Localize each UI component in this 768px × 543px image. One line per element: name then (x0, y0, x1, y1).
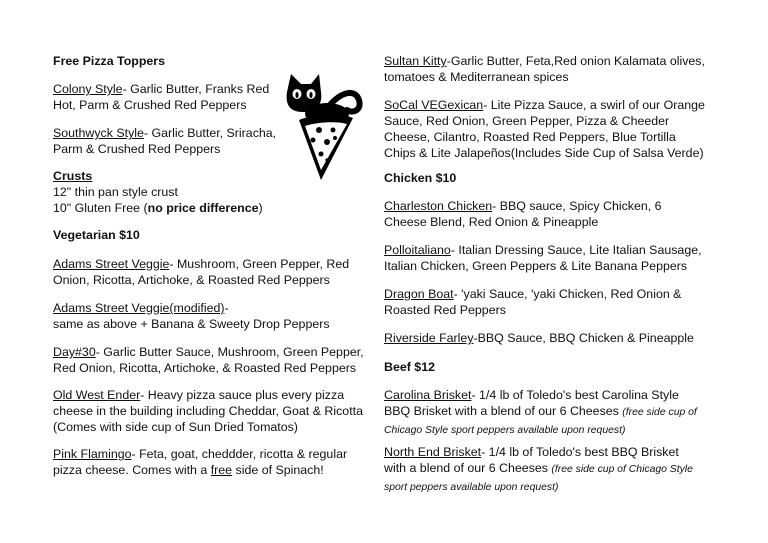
item-name: Pink Flamingo (53, 447, 132, 461)
item-note: (free side cup of Chicago Style (551, 464, 693, 475)
item-desc: same as above + Banana & Sweety Drop Peppers (53, 317, 330, 331)
carolina-brisket-item (384, 387, 697, 439)
item-name: SoCal VEGexican (384, 98, 484, 112)
southwyck-style-item (53, 125, 276, 157)
day30-item (53, 344, 364, 376)
item-desc: - Garlic Butter Sauce, Mushroom, Green Pepper, (95, 345, 364, 359)
item-desc: Sauce, Red Onion, Green Pepper, Pizza & Cheeder (384, 114, 670, 128)
item-name: Carolina Brisket (384, 388, 472, 402)
item-note: (free side cup of (622, 407, 697, 418)
item-desc: Hot, Parm & Crushed Red Peppers (53, 98, 247, 112)
item-desc: with a blend of our 6 Cheeses (384, 461, 552, 475)
item-desc: - Garlic Butter, Franks Red (122, 82, 270, 96)
riverside-farley-item (384, 330, 694, 346)
north-end-brisket-item (384, 444, 693, 496)
item-note: Chicago Style sport peppers available upon request) (384, 425, 626, 436)
item-desc: tomatoes & Mediterranean spices (384, 70, 569, 84)
item-desc: - Garlic Butter, Sriracha, (143, 126, 277, 140)
item-desc: BBQ Brisket with a blend of our 6 Cheeses (384, 404, 623, 418)
crust-line: 10" Gluten Free ( (53, 201, 148, 215)
crust-note: no price difference (147, 201, 259, 215)
item-desc: Parm & Crushed Red Peppers (53, 142, 221, 156)
item-name: Old West Ender (53, 388, 141, 402)
beef-heading: Beef $12 (384, 360, 435, 374)
cat-pizza-slice-icon (283, 70, 363, 182)
item-desc: - Lite Pizza Sauce, a swirl of our Orange (483, 98, 705, 112)
item-desc: Italian Chicken, Green Peppers & Lite Banana Peppers (384, 259, 688, 273)
item-desc: Chips & Lite Jalapeños(Includes Side Cup of Salsa Verde) (384, 146, 704, 160)
old-west-ender-item (53, 387, 363, 435)
item-name: Colony Style (53, 82, 123, 96)
free-toppers-heading: Free Pizza Toppers (53, 54, 166, 68)
item-name: Sultan Kitty (384, 54, 447, 68)
item-desc: - BBQ sauce, Spicy Chicken, 6 (492, 199, 662, 213)
free-note: free (210, 463, 233, 477)
item-name: Southwyck Style (53, 126, 144, 140)
chicken-heading: Chicken $10 (384, 171, 457, 185)
item-desc: -Garlic Butter, Feta,Red onion Kalamata olives, (446, 54, 705, 68)
item-name: Riverside Farley (384, 331, 474, 345)
item-desc: Cheese, Cilantro, Roasted Red Peppers, Blue Tortilla (384, 130, 676, 144)
pink-flamingo-item (53, 446, 347, 478)
crusts-heading: Crusts (53, 169, 93, 183)
item-desc: Roasted Red Peppers (384, 303, 506, 317)
item-desc: - 1/4 lb of Toledo's best BBQ Brisket (481, 445, 679, 459)
socal-vegexican-item (384, 97, 705, 161)
charleston-chicken-item (384, 198, 662, 230)
crust-line: 12" thin pan style crust (53, 185, 178, 199)
dragon-boat-item (384, 286, 681, 318)
item-desc: Onion, Ricotta, Artichoke, & Roasted Red Peppers (53, 273, 330, 287)
item-desc: -BBQ Sauce, BBQ Chicken & Pineapple (473, 331, 694, 345)
colony-style-item (53, 81, 269, 113)
vegetarian-heading: Vegetarian $10 (53, 228, 140, 242)
item-name: Dragon Boat (384, 287, 454, 301)
crust-line-end: ) (258, 201, 263, 215)
item-desc: - Mushroom, Green Pepper, Red (169, 257, 350, 271)
item-note: sport peppers available upon request) (384, 482, 559, 493)
adams-street-veggie-modified-item (53, 300, 330, 332)
item-name: North End Brisket (384, 445, 482, 459)
sultan-kitty-item (384, 53, 705, 85)
item-desc: - 'yaki Sauce, 'yaki Chicken, Red Onion & (453, 287, 682, 301)
adams-street-veggie-item (53, 256, 349, 288)
item-desc: pizza cheese. Comes with a (53, 463, 211, 477)
item-name: Day#30 (53, 345, 96, 359)
item-desc: cheese in the building including Cheddar, Goat & Ricotta (53, 404, 363, 418)
item-desc: side of Spinach! (232, 463, 324, 477)
item-name: Adams Street Veggie(modified) (53, 301, 225, 315)
item-desc: - Italian Dressing Sauce, Lite Italian Sausage, (450, 243, 702, 257)
item-desc: - Feta, goat, cheddder, ricotta & regular (131, 447, 348, 461)
item-desc: - (224, 301, 229, 315)
item-name: Polloitaliano (384, 243, 451, 257)
item-name: Adams Street Veggie (53, 257, 170, 271)
item-desc: (Comes with side cup of Sun Dried Tomatos) (53, 420, 298, 434)
item-name: Charleston Chicken (384, 199, 493, 213)
crusts-section (53, 168, 263, 216)
polloitaliano-item (384, 242, 702, 274)
item-desc: - 1/4 lb of Toledo's best Carolina Style (471, 388, 679, 402)
item-desc: Red Onion, Ricotta, Artichoke, & Roasted Red Peppers (53, 361, 357, 375)
item-desc: Cheese Blend, Red Onion & Pineapple (384, 215, 599, 229)
item-desc: - Heavy pizza sauce plus every pizza (140, 388, 345, 402)
